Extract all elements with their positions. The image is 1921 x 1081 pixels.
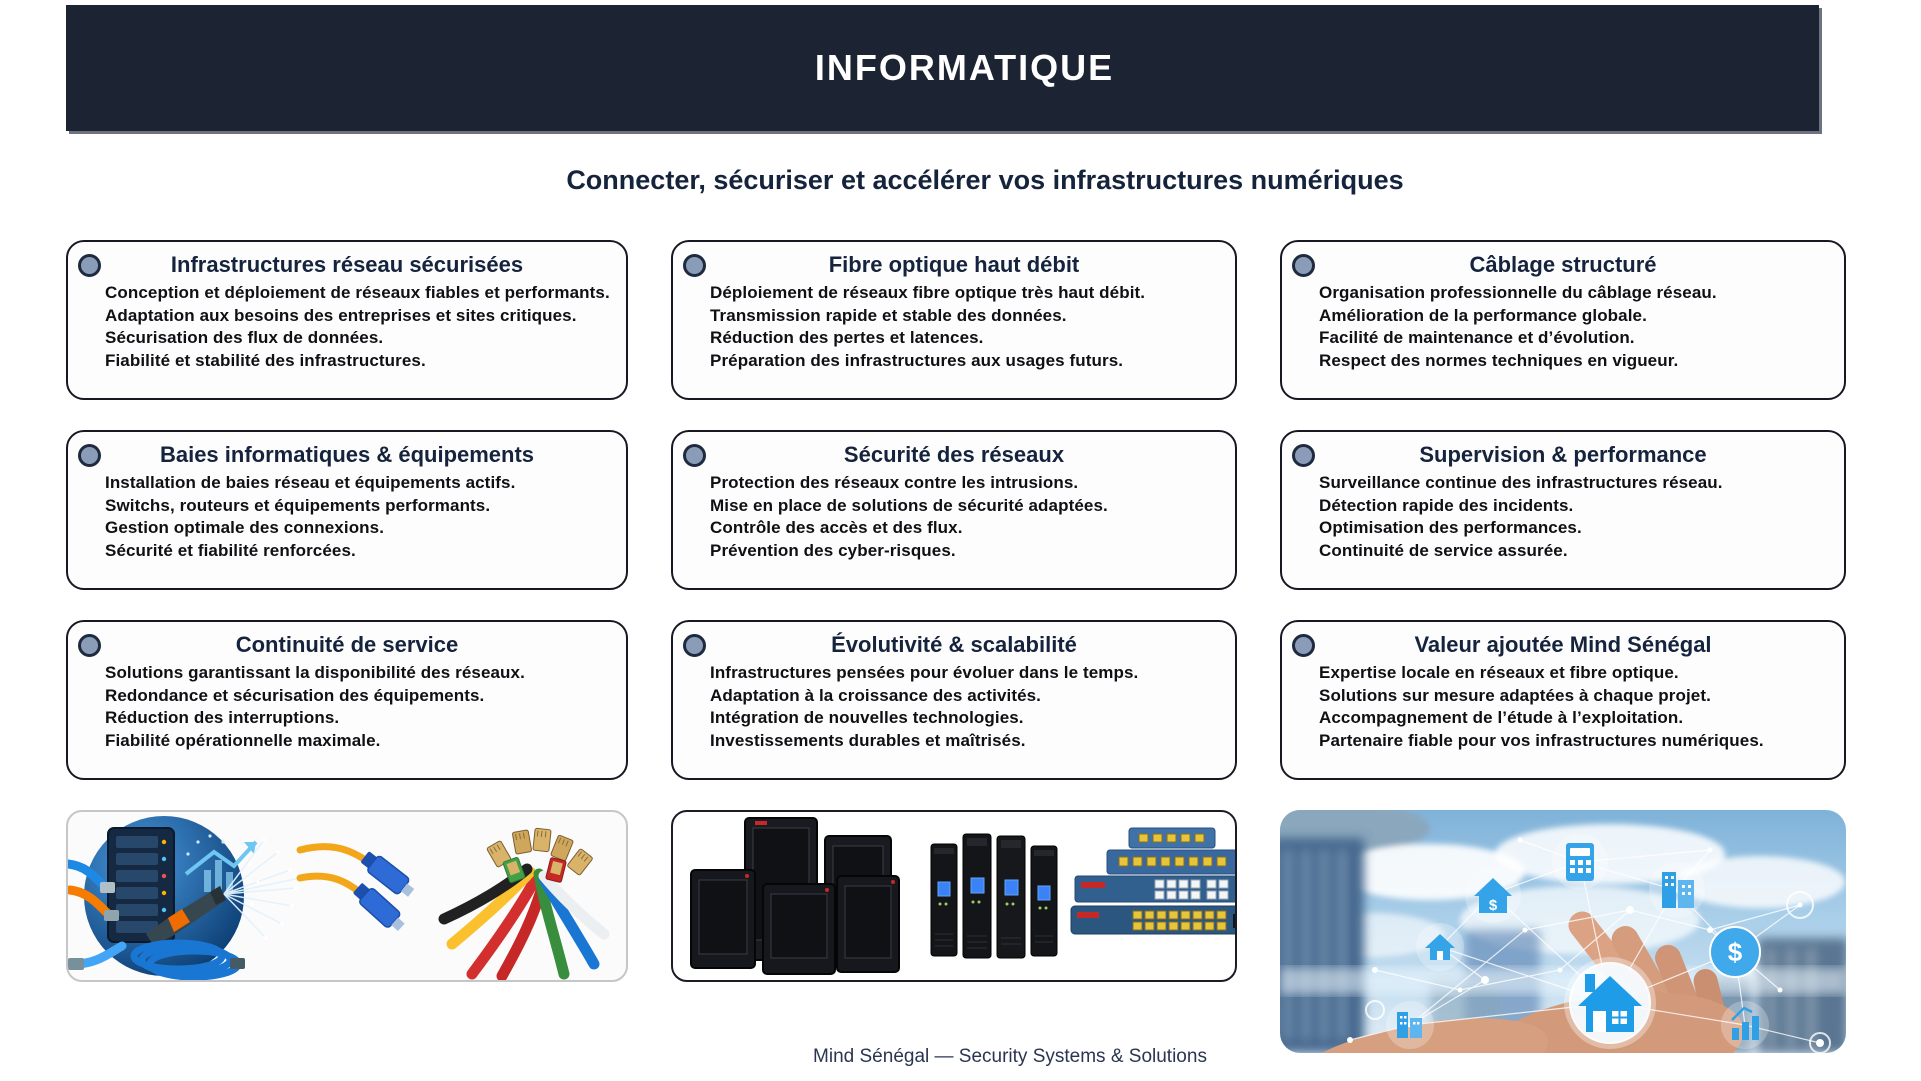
card-line: Intégration de nouvelles technologies. xyxy=(710,708,1024,727)
hand-network-icons-photo xyxy=(1280,810,1846,1053)
svg-text:$: $ xyxy=(1488,897,1498,914)
card-line: Solutions sur mesure adaptées à chaque projet. xyxy=(1319,685,1711,705)
services-grid xyxy=(66,240,1846,780)
card-line: Respect des normes techniques en vigueur. xyxy=(1319,350,1679,370)
house-dollar-icon xyxy=(1466,868,1520,922)
card-title: Continuité de service xyxy=(235,632,459,657)
fiber-server-illustration xyxy=(68,812,626,980)
footer-text: Mind Sénégal — Security Systems & Solutions xyxy=(813,1046,1207,1067)
card-title: Infrastructures réseau sécurisées xyxy=(170,252,524,277)
bullet-circle-icon xyxy=(78,254,101,277)
ups-units-art xyxy=(931,834,1057,958)
dollar-badge-icon xyxy=(1710,927,1760,977)
chart-icon xyxy=(1722,1002,1768,1048)
card-baies-informatiques xyxy=(66,430,628,590)
card-line: Facilité de maintenance et d’évolution. xyxy=(1319,328,1635,347)
page-title: INFORMATIQUE xyxy=(814,47,1115,88)
calculator-icon xyxy=(1553,835,1607,889)
card-line: Solutions garantissant la disponibilité des réseaux. xyxy=(105,663,525,682)
bullet-circle-icon xyxy=(78,444,101,467)
server-racks-art xyxy=(691,818,899,974)
fiber-connectors-art xyxy=(300,847,417,935)
card-body xyxy=(68,662,626,752)
card-line: Accompagnement de l’étude à l’exploitation. xyxy=(1319,708,1684,727)
card-title: Évolutivité & scalabilité xyxy=(831,632,1077,657)
card-title: Câblage structuré xyxy=(1469,252,1657,277)
cabling-images-card xyxy=(66,810,628,982)
card-line: Redondance et sécurisation des équipements. xyxy=(105,685,485,705)
card-line: Continuité de service assurée. xyxy=(1319,540,1568,560)
card-line: Transmission rapide et stable des données. xyxy=(710,305,1067,325)
card-line: Expertise locale en réseaux et fibre optique. xyxy=(1319,663,1679,682)
card-line: Amélioration de la performance globale. xyxy=(1319,305,1647,325)
card-line: Prévention des cyber-risques. xyxy=(710,540,956,560)
buildings-icon xyxy=(1650,863,1704,917)
rj45-bundle-art xyxy=(444,828,604,976)
card-line: Sécurisation des flux de données. xyxy=(105,328,384,347)
card-line: Protection des réseaux contre les intrusions. xyxy=(710,473,1079,492)
card-line: Déploiement de réseaux fibre optique très haut débit. xyxy=(710,283,1146,302)
card-body xyxy=(673,662,1235,752)
card-title: Valeur ajoutée Mind Sénégal xyxy=(1414,632,1712,657)
card-line: Organisation professionnelle du câblage réseau. xyxy=(1319,283,1717,302)
card-line: Adaptation aux besoins des entreprises et sites critiques. xyxy=(105,305,577,325)
card-title: Fibre optique haut débit xyxy=(828,252,1080,277)
card-line: Surveillance continue des infrastructures réseau. xyxy=(1319,473,1723,492)
network-switches-art xyxy=(1071,828,1235,934)
card-securite-reseaux xyxy=(671,430,1237,590)
bullet-circle-icon xyxy=(1292,634,1315,657)
equipment-images-card xyxy=(671,810,1237,982)
card-continuite-service xyxy=(66,620,628,780)
card-line: Installation de baies réseau et équipements actifs. xyxy=(105,473,516,492)
bullet-circle-icon xyxy=(683,634,706,657)
bullet-circle-icon xyxy=(1292,254,1315,277)
card-line: Réduction des interruptions. xyxy=(105,708,340,727)
card-line: Réduction des pertes et latences. xyxy=(710,328,984,347)
card-body xyxy=(68,282,626,372)
card-line: Adaptation à la croissance des activités. xyxy=(710,685,1042,705)
card-line: Contrôle des accès et des flux. xyxy=(710,518,963,537)
page-subtitle: Connecter, sécuriser et accélérer vos infrastructures numériques xyxy=(566,165,1404,195)
bullet-circle-icon xyxy=(1292,444,1315,467)
card-line: Gestion optimale des connexions. xyxy=(105,518,385,537)
card-body xyxy=(673,282,1235,372)
bullet-circle-icon xyxy=(683,254,706,277)
card-body xyxy=(1282,662,1844,752)
header-bar xyxy=(66,5,1819,131)
bullet-circle-icon xyxy=(78,634,101,657)
card-line: Préparation des infrastructures aux usages futurs. xyxy=(710,350,1124,370)
equipment-art xyxy=(673,812,1235,980)
card-supervision-performance xyxy=(1280,430,1846,590)
svg-text:$: $ xyxy=(1727,937,1743,967)
card-line: Fiabilité opérationnelle maximale. xyxy=(105,730,381,750)
card-line: Optimisation des performances. xyxy=(1319,518,1582,537)
card-line: Investissements durables et maîtrisés. xyxy=(710,730,1026,750)
card-title: Sécurité des réseaux xyxy=(843,442,1065,467)
card-valeur-ajoutee xyxy=(1280,620,1846,780)
card-line: Partenaire fiable pour vos infrastructures numériques. xyxy=(1319,730,1764,750)
card-line: Détection rapide des incidents. xyxy=(1319,495,1574,515)
card-line: Infrastructures pensées pour évoluer dans le temps. xyxy=(710,663,1139,682)
card-body xyxy=(1282,282,1844,372)
card-body xyxy=(68,472,626,562)
card-infrastructures-reseau xyxy=(66,240,628,400)
card-line: Mise en place de solutions de sécurité adaptées. xyxy=(710,495,1108,515)
card-title: Baies informatiques & équipements xyxy=(159,442,535,467)
card-cablage-structure xyxy=(1280,240,1846,400)
bullet-circle-icon xyxy=(683,444,706,467)
card-line: Sécurité et fiabilité renforcées. xyxy=(105,540,356,560)
card-line: Fiabilité et stabilité des infrastructures. xyxy=(105,350,426,370)
hand-network-photo-card xyxy=(1280,810,1846,1053)
media-row xyxy=(66,810,1846,1053)
card-line: Switchs, routeurs et équipements performants. xyxy=(105,495,491,515)
card-evolutivite-scalabilite xyxy=(671,620,1237,780)
card-title: Supervision & performance xyxy=(1419,442,1707,467)
small-house-icon xyxy=(1417,924,1463,970)
card-body xyxy=(673,472,1235,562)
buildings-left-icon xyxy=(1387,1002,1433,1048)
card-fibre-optique xyxy=(671,240,1237,400)
card-body xyxy=(1282,472,1844,562)
home-network-icon xyxy=(1564,957,1656,1049)
server-fiber-art xyxy=(68,816,302,977)
card-line: Conception et déploiement de réseaux fiables et performants. xyxy=(105,283,610,302)
